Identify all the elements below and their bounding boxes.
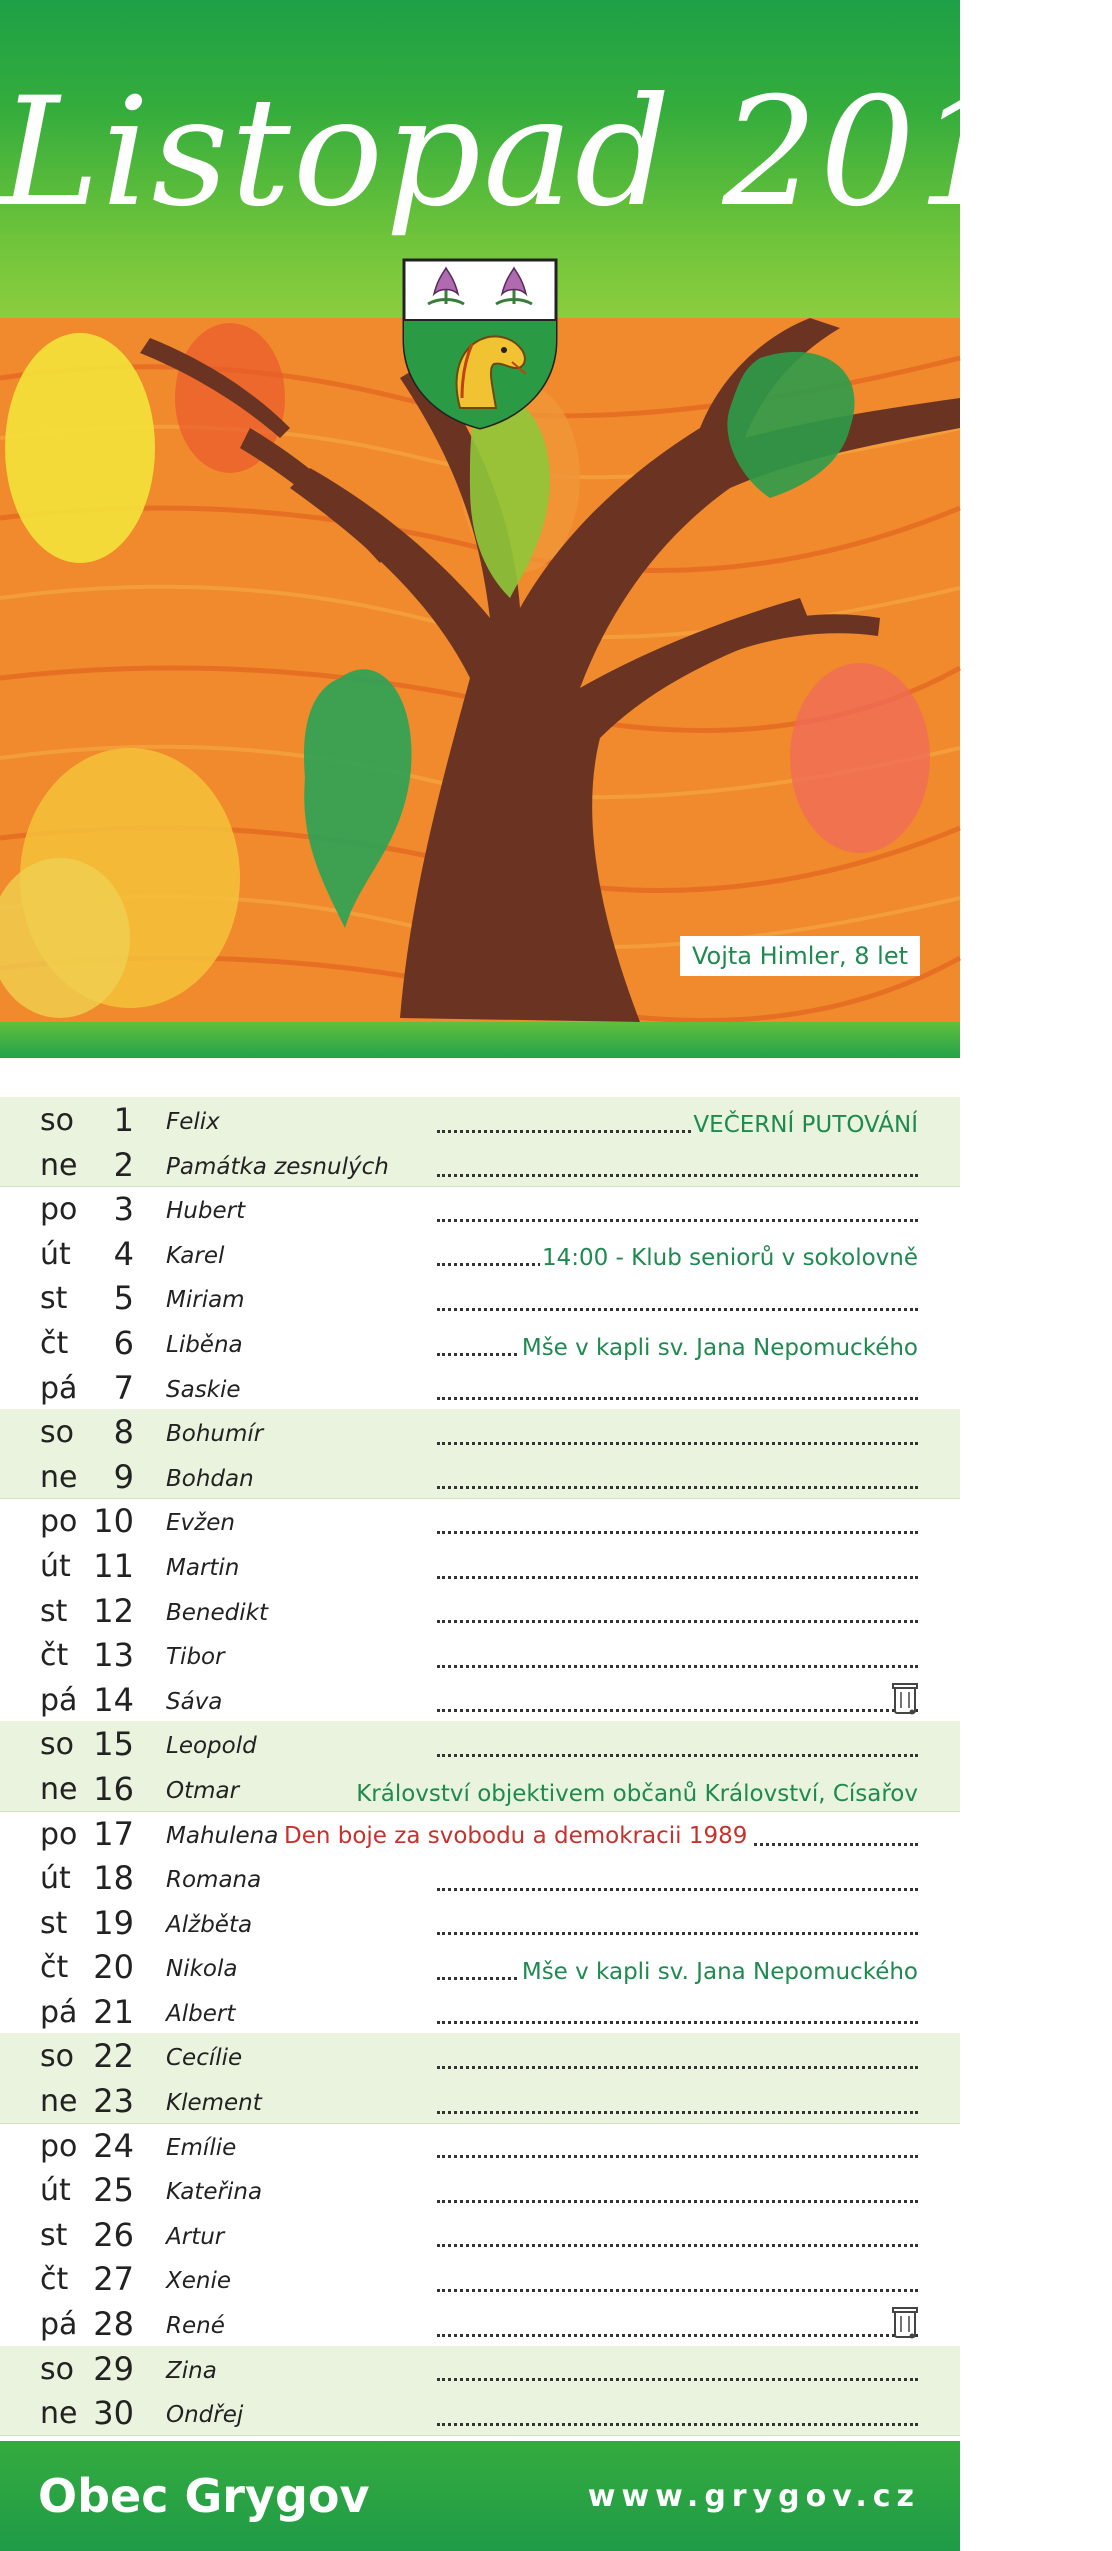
dotted-line <box>437 1442 918 1445</box>
weekday: ne <box>40 2396 78 2432</box>
day-number: 28 <box>93 2305 134 2344</box>
name-day: Klement <box>166 2090 262 2117</box>
event-line <box>437 1598 918 1626</box>
day-number: 24 <box>93 2126 134 2165</box>
name-day: Karel <box>166 1242 225 1269</box>
municipality-crest <box>400 258 560 430</box>
dotted-line <box>437 2200 918 2203</box>
event-text: Království objektivem občanů Království, Císařov <box>356 1780 918 1807</box>
day-row <box>0 2167 960 2212</box>
name-day: Sáva <box>166 1688 223 1715</box>
name-day: Liběna <box>166 1331 243 1358</box>
event-line <box>437 1866 918 1894</box>
day-row <box>0 2256 960 2301</box>
event-line <box>437 1910 918 1938</box>
name-day: Romana <box>166 1867 262 1894</box>
day-number: 14 <box>93 1680 134 1719</box>
event-line <box>437 1420 918 1448</box>
dotted-line <box>437 1754 918 1757</box>
day-row <box>0 2033 960 2078</box>
name-day: Nikola <box>166 1956 238 1983</box>
day-number: 11 <box>93 1546 134 1585</box>
event-line <box>437 1955 918 1983</box>
weekday: ne <box>40 1459 78 1495</box>
day-number: 15 <box>93 1725 134 1764</box>
day-number: 16 <box>93 1769 134 1808</box>
weekday: ne <box>40 1771 78 1807</box>
day-row <box>0 2346 960 2391</box>
name-day: Evžen <box>166 1510 235 1537</box>
day-row <box>0 1677 960 1722</box>
weekday: po <box>40 1192 78 1228</box>
weekday: so <box>40 1727 74 1763</box>
weekday: pá <box>40 1370 78 1406</box>
day-number: 23 <box>93 2082 134 2121</box>
dotted-line <box>437 1219 918 1222</box>
weekday: ne <box>40 1147 78 1183</box>
event-line <box>437 1643 918 1671</box>
event-text: Mše v kapli sv. Jana Nepomuckého <box>521 1958 918 1985</box>
dotted-line <box>437 1174 918 1177</box>
day-number: 25 <box>93 2171 134 2210</box>
name-day: Martin <box>166 1554 240 1581</box>
weekday: po <box>40 1504 78 1540</box>
dotted-line <box>437 1397 918 1400</box>
name-day: Tibor <box>166 1644 225 1671</box>
day-row <box>0 1320 960 1365</box>
weekday: út <box>40 1861 71 1897</box>
event-line <box>437 2267 918 2295</box>
dotted-line <box>437 1576 918 1579</box>
day-number: 4 <box>113 1234 134 1273</box>
day-number: 30 <box>93 2394 134 2433</box>
event-line <box>437 1509 918 1537</box>
event-text: 14:00 - Klub seniorů v sokolovně <box>541 1245 918 1272</box>
name-day: Artur <box>166 2223 225 2250</box>
day-number: 1 <box>113 1101 134 1139</box>
day-row <box>0 1186 960 1231</box>
day-number: 17 <box>93 1814 134 1853</box>
day-number: 20 <box>93 1948 134 1987</box>
event-line <box>437 1687 918 1715</box>
name-day: Felix <box>166 1109 220 1135</box>
weekday: po <box>40 1816 78 1852</box>
event-line <box>437 2089 918 2117</box>
weekday: so <box>40 2351 74 2387</box>
weekday: so <box>40 2039 74 2075</box>
day-row <box>0 1409 960 1454</box>
weekday: út <box>40 1236 71 1272</box>
weekday: út <box>40 2173 71 2209</box>
weekday: st <box>40 1593 68 1629</box>
event-line <box>437 2222 918 2250</box>
weekday: pá <box>40 1994 78 2030</box>
weekday: so <box>40 1103 74 1138</box>
page-title: Listopad 2014 <box>0 66 1112 240</box>
name-day: Leopold <box>166 1733 257 1760</box>
event-line <box>437 1375 918 1403</box>
day-row <box>0 1766 960 1811</box>
name-day: Bohumír <box>166 1421 264 1448</box>
day-number: 19 <box>93 1903 134 1942</box>
weekday: so <box>40 1415 74 1451</box>
day-number: 18 <box>93 1859 134 1898</box>
day-row <box>0 1275 960 1320</box>
name-day: Albert <box>166 2000 236 2027</box>
event-line <box>437 1152 918 1180</box>
name-day: Zina <box>166 2357 217 2384</box>
day-row <box>0 1721 960 1766</box>
name-day: Saskie <box>166 1376 241 1403</box>
footer-website-link[interactable]: www.grygov.cz <box>587 2479 920 2514</box>
name-day: Bohdan <box>166 1465 254 1492</box>
name-day: Emílie <box>166 2134 237 2161</box>
event-line <box>356 1777 918 1807</box>
event-line <box>437 2178 918 2206</box>
day-row <box>0 2123 960 2168</box>
day-number: 13 <box>93 1636 134 1675</box>
weekday: ne <box>40 2084 78 2120</box>
event-line <box>437 1241 918 1272</box>
weekday: čt <box>40 2262 69 2298</box>
weekday: čt <box>40 1638 69 1674</box>
name-day: Miriam <box>166 1287 245 1314</box>
trash-bin-icon <box>892 2305 918 2339</box>
day-row <box>0 1855 960 1900</box>
day-row <box>0 2078 960 2123</box>
dotted-line <box>437 2021 918 2024</box>
name-day: Alžběta <box>166 1911 253 1938</box>
name-day: Kateřina <box>166 2179 263 2206</box>
day-row <box>0 1454 960 1499</box>
name-day: Otmar <box>166 1777 240 1804</box>
event-line <box>437 1108 918 1136</box>
dotted-line <box>437 2378 918 2381</box>
dotted-line <box>437 2244 918 2247</box>
day-row <box>0 1498 960 1543</box>
event-line <box>437 2356 918 2384</box>
day-row <box>0 1543 960 1588</box>
name-day: Mahulena <box>166 1822 279 1849</box>
weekday: st <box>40 1281 68 1317</box>
dotted-line <box>437 1709 918 1712</box>
day-number: 9 <box>113 1457 134 1496</box>
dotted-line <box>437 1308 918 1311</box>
event-line <box>437 1999 918 2027</box>
weekday: čt <box>40 1950 69 1986</box>
day-number: 10 <box>93 1502 134 1541</box>
day-row <box>0 1588 960 1633</box>
name-day: Hubert <box>166 1198 246 1225</box>
dotted-line <box>437 1888 918 1891</box>
weekday: út <box>40 1548 71 1584</box>
artwork-caption: Vojta Himler, 8 let <box>680 936 920 976</box>
event-line <box>437 2401 918 2429</box>
day-number: 27 <box>93 2260 134 2299</box>
name-day: René <box>166 2313 225 2340</box>
event-text: VEČERNÍ PUTOVÁNÍ <box>693 1111 918 1138</box>
day-number: 2 <box>113 1145 134 1184</box>
weekday: st <box>40 1905 68 1941</box>
dotted-line <box>437 2423 918 2426</box>
day-row <box>0 1142 960 1187</box>
weekday: pá <box>40 1682 78 1718</box>
footer <box>0 2441 960 2551</box>
name-day: Xenie <box>166 2268 232 2295</box>
day-row <box>0 1365 960 1410</box>
name-day: Památka zesnulých <box>166 1153 389 1180</box>
day-number: 3 <box>113 1190 134 1229</box>
trash-bin-icon <box>892 1681 918 1715</box>
event-line <box>437 1732 918 1760</box>
event-text: Mše v kapli sv. Jana Nepomuckého <box>521 1334 918 1361</box>
dotted-line <box>437 1531 918 1534</box>
dotted-line <box>437 1620 918 1623</box>
weekday: st <box>40 2217 68 2253</box>
event-line <box>437 2133 918 2161</box>
holiday-text: Den boje za svobodu a demokracii 1989 <box>284 1823 751 1849</box>
event-line <box>437 1197 918 1225</box>
divider-bar <box>0 1022 960 1058</box>
day-number: 5 <box>113 1279 134 1318</box>
dotted-line <box>437 2289 918 2292</box>
day-row <box>0 1632 960 1677</box>
event-line <box>437 1554 918 1582</box>
day-row <box>0 2212 960 2257</box>
name-day: Ondřej <box>166 2402 244 2429</box>
weekday: čt <box>40 1325 69 1361</box>
day-number: 26 <box>93 2215 134 2254</box>
day-row <box>0 1989 960 2034</box>
dotted-line <box>437 1932 918 1935</box>
day-number: 6 <box>113 1323 134 1362</box>
day-row <box>0 1900 960 1945</box>
name-day: Cecílie <box>166 2045 243 2072</box>
event-line <box>437 1331 918 1359</box>
dotted-line <box>437 1665 918 1668</box>
weekday: po <box>40 2128 78 2164</box>
day-row <box>0 2301 960 2346</box>
day-number: 21 <box>93 1992 134 2031</box>
day-row <box>0 1097 960 1142</box>
weekday: pá <box>40 2307 78 2343</box>
dotted-line <box>437 2066 918 2069</box>
day-row <box>0 1944 960 1989</box>
event-line <box>437 2044 918 2072</box>
footer-municipality: Obec Grygov <box>38 2469 370 2523</box>
event-line <box>437 1286 918 1314</box>
calendar-days <box>0 1097 960 2435</box>
day-number: 29 <box>93 2349 134 2388</box>
day-number: 7 <box>113 1368 134 1407</box>
name-day: Benedikt <box>166 1599 268 1626</box>
day-number: 12 <box>93 1591 134 1630</box>
day-row <box>0 2390 960 2435</box>
dotted-line <box>437 1486 918 1489</box>
day-number: 8 <box>113 1413 134 1452</box>
dotted-line <box>437 2155 918 2158</box>
dotted-line <box>437 2334 918 2337</box>
day-row <box>0 1231 960 1276</box>
dotted-line <box>437 2111 918 2114</box>
event-line <box>437 1464 918 1492</box>
day-number: 22 <box>93 2037 134 2076</box>
day-row <box>0 1811 960 1856</box>
event-line <box>437 2312 918 2340</box>
